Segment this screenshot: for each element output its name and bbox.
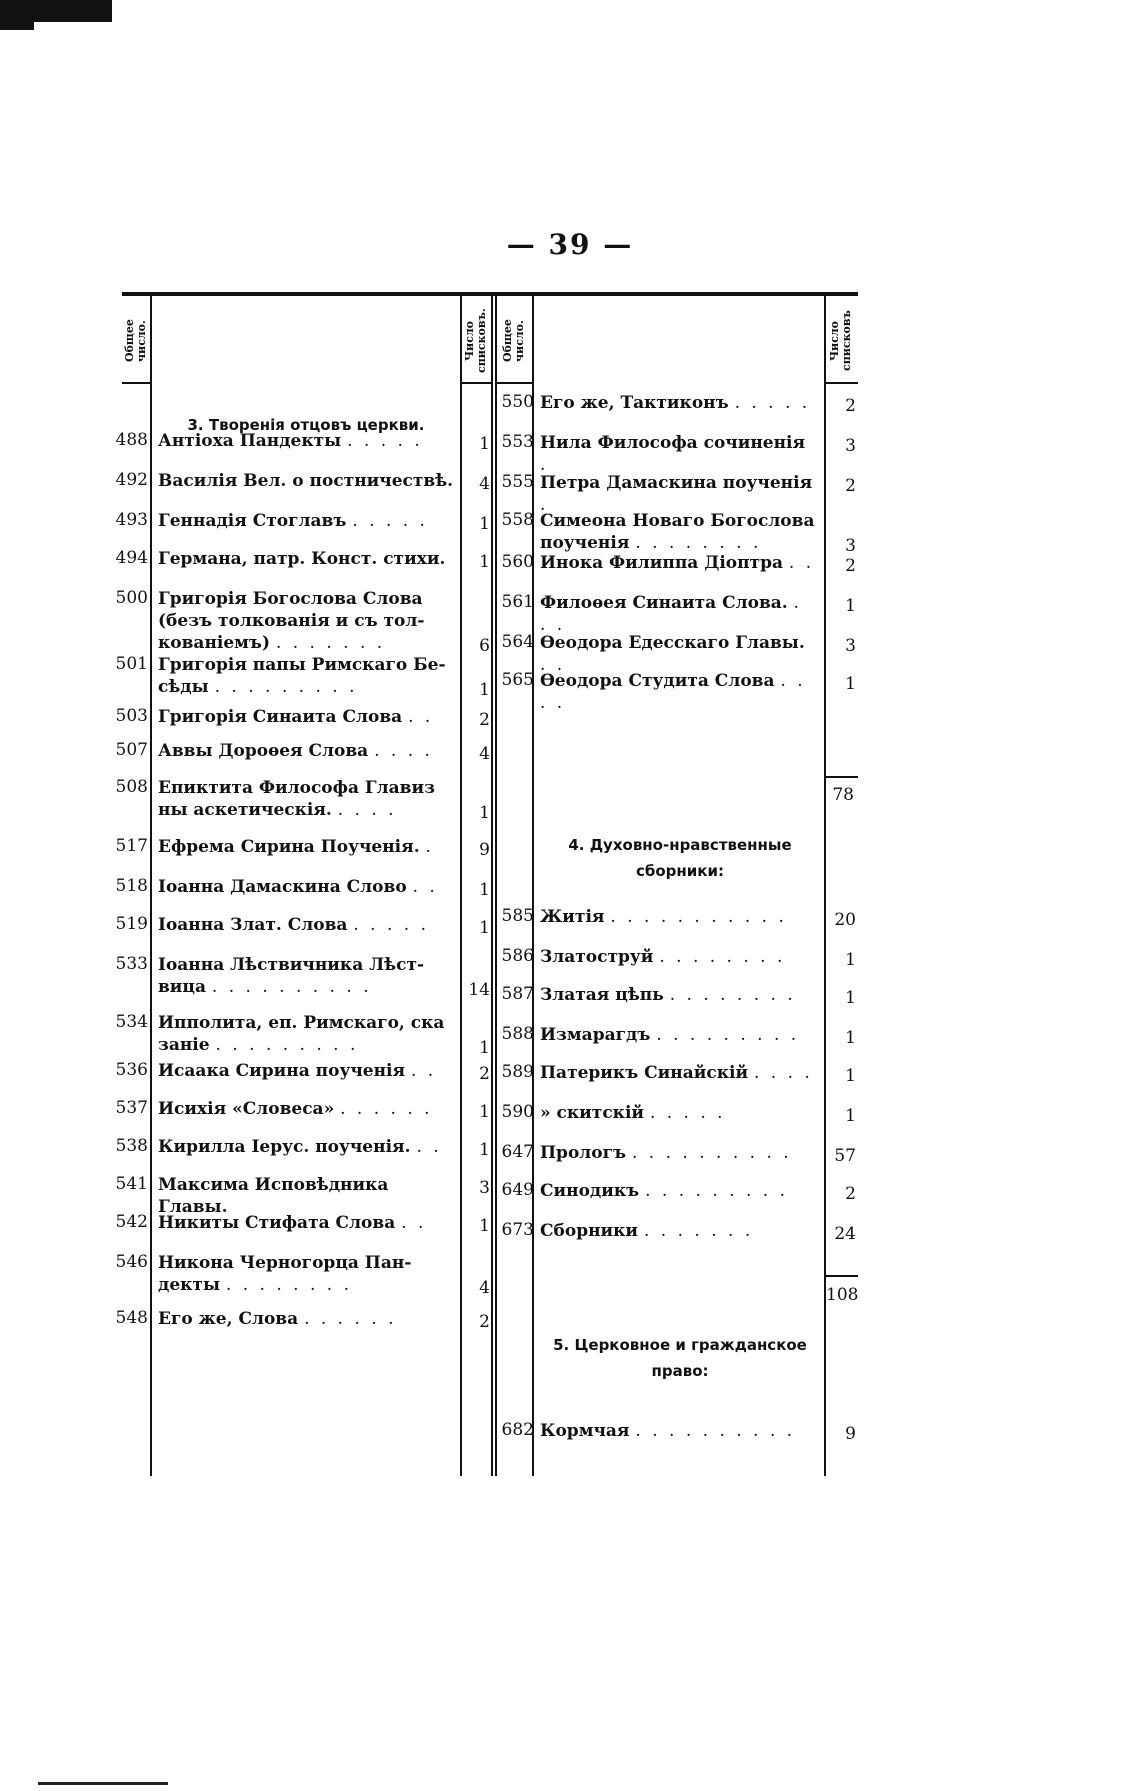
entry-title bbox=[540, 552, 818, 574]
entry-number: 503 bbox=[115, 706, 148, 726]
leader-dots: . . bbox=[408, 707, 434, 727]
entry-number: 537 bbox=[115, 1098, 148, 1118]
entry-title bbox=[158, 1060, 454, 1082]
leader-dots: . . . . . bbox=[353, 915, 430, 935]
entry-number: 494 bbox=[115, 548, 148, 568]
leader-dots: . . . . . . . . . . bbox=[211, 977, 372, 997]
entry-title-text: Никона Черногорца Пан-декты bbox=[158, 1253, 412, 1295]
entry-title bbox=[158, 954, 454, 998]
entry-count: 1 bbox=[845, 1028, 856, 1048]
entry-title-text: Прологъ bbox=[540, 1143, 627, 1163]
leader-dots: . . . . . bbox=[347, 431, 423, 451]
entry-number: 541 bbox=[115, 1174, 148, 1194]
entry-number: 586 bbox=[501, 946, 534, 966]
entry-title-text: Исихія «Словеса» bbox=[158, 1099, 335, 1119]
entry-title-text: Василія Вел. о постничествѣ. bbox=[158, 471, 454, 491]
entry-count: 2 bbox=[845, 396, 856, 416]
entry-title-text: Исаака Сирина поученія bbox=[158, 1061, 406, 1081]
total-section-3: 78 bbox=[832, 785, 854, 805]
entry-title-text: Ипполита, еп. Римскаго, ска заніе bbox=[158, 1013, 445, 1055]
entry-title bbox=[540, 1142, 818, 1164]
entry-title bbox=[158, 588, 454, 654]
entry-title-text: Григорія папы Римскаго Бе-сѣды bbox=[158, 655, 446, 697]
leader-dots: . . . . . . . . . . bbox=[635, 1421, 796, 1441]
entry-number: 538 bbox=[115, 1136, 148, 1156]
entry-count: 1 bbox=[845, 674, 856, 694]
entry-number: 585 bbox=[501, 906, 534, 926]
leader-dots: . . bbox=[410, 1061, 437, 1081]
entry-title-text: Епиктита Философа Главиз ны аскетическія. bbox=[158, 778, 435, 820]
header-total-left: Общее число. bbox=[123, 319, 148, 363]
entry-title bbox=[158, 836, 454, 858]
leader-dots: . . . . . . . . . bbox=[215, 1035, 359, 1055]
entry-title-text: Іоанна Лѣствичника Лѣст-вица bbox=[158, 955, 425, 997]
entry-count: 1 bbox=[845, 1066, 856, 1086]
leader-dots: . . . . bbox=[753, 1063, 813, 1083]
entry-number: 517 bbox=[115, 836, 148, 856]
leader-dots: . . . . . . bbox=[304, 1309, 397, 1329]
entry-count: 4 bbox=[479, 474, 490, 494]
table-top-rule bbox=[122, 292, 858, 296]
entry-count: 1 bbox=[479, 514, 490, 534]
entry-number: 548 bbox=[115, 1308, 148, 1328]
entry-title-text: Филоѳея Синаита Слова. bbox=[540, 593, 788, 613]
entry-number: 507 bbox=[115, 740, 148, 760]
entry-title-text: Сборники bbox=[540, 1221, 639, 1241]
leader-dots: . . . . bbox=[337, 800, 397, 820]
entry-count: 4 bbox=[479, 744, 490, 764]
entry-count: 24 bbox=[834, 1224, 856, 1244]
entry-number: 534 bbox=[115, 1012, 148, 1032]
entry-count: 1 bbox=[845, 988, 856, 1008]
leader-dots: . bbox=[540, 455, 549, 475]
entry-title-text: Кормчая bbox=[540, 1421, 630, 1441]
entry-count: 9 bbox=[845, 1424, 856, 1444]
entry-title bbox=[158, 470, 454, 492]
header-total-right: Общее число. bbox=[501, 319, 526, 363]
leader-dots: . . bbox=[540, 655, 566, 675]
leader-dots: . . . . . . . . bbox=[225, 1275, 352, 1295]
leader-dots: . . . . . . . bbox=[275, 633, 386, 653]
leader-dots: . bbox=[540, 495, 549, 515]
leader-dots: . . bbox=[788, 553, 815, 573]
rule-right-num-a bbox=[495, 296, 497, 1476]
entry-number: 561 bbox=[501, 592, 534, 612]
entry-number: 587 bbox=[501, 984, 534, 1004]
entry-title-text: Іоанна Дамаскина Слово bbox=[158, 877, 407, 897]
entry-count: 14 bbox=[468, 980, 490, 1000]
entry-title bbox=[540, 592, 818, 636]
entry-count: 1 bbox=[845, 950, 856, 970]
entry-count: 1 bbox=[479, 434, 490, 454]
entry-number: 518 bbox=[115, 876, 148, 896]
entry-count: 1 bbox=[479, 1038, 490, 1058]
leader-dots: . . . . . . . . . bbox=[656, 1025, 800, 1045]
header-underline bbox=[122, 382, 150, 384]
header-count-left: Число списковъ. bbox=[463, 308, 488, 374]
entry-title-text: Аввы Дороѳея Слова bbox=[158, 741, 369, 761]
entry-count: 3 bbox=[845, 436, 856, 456]
leader-dots: . . . bbox=[540, 593, 803, 635]
entry-title bbox=[540, 392, 818, 414]
entry-title bbox=[540, 1420, 818, 1442]
entry-title bbox=[540, 984, 818, 1006]
entry-count: 57 bbox=[834, 1146, 856, 1166]
entry-title bbox=[540, 432, 818, 476]
entry-count: 3 bbox=[845, 536, 856, 556]
entry-title bbox=[540, 1220, 818, 1242]
entry-title-text: Патерикъ Синайскій bbox=[540, 1063, 749, 1083]
entry-number: 508 bbox=[115, 777, 148, 797]
leader-dots: . . bbox=[416, 1137, 442, 1157]
entry-title-text: Ефрема Сирина Поученія. bbox=[158, 837, 420, 857]
rule-left-num bbox=[150, 296, 152, 1476]
leader-dots: . . . . . . . . bbox=[659, 947, 786, 967]
entry-title bbox=[540, 1062, 818, 1084]
entry-count: 3 bbox=[479, 1178, 490, 1198]
entry-number: 553 bbox=[501, 432, 534, 452]
entry-count: 1 bbox=[479, 880, 490, 900]
entry-number: 493 bbox=[115, 510, 148, 530]
entry-title-text: Кирилла Іерус. поученія. bbox=[158, 1137, 411, 1157]
section-4-heading: 4. Духовно-нравственные сборники: bbox=[568, 836, 792, 880]
entry-number: 682 bbox=[501, 1420, 534, 1440]
entry-title-text: Германа, патр. Конст. стихи. bbox=[158, 549, 446, 569]
entry-title-text: Житія bbox=[540, 907, 605, 927]
entry-count: 2 bbox=[479, 710, 490, 730]
entry-title bbox=[540, 1180, 818, 1202]
entry-title bbox=[540, 946, 818, 968]
entry-count: 1 bbox=[845, 1106, 856, 1126]
entry-title bbox=[158, 1212, 454, 1234]
entry-number: 546 bbox=[115, 1252, 148, 1272]
entry-title-text: Григорія Богослова Слова (безъ толкованія и съ тол-кованіемъ) bbox=[158, 589, 425, 653]
entry-title bbox=[158, 1012, 454, 1056]
entry-title bbox=[540, 906, 818, 928]
corner-ink-mark-2 bbox=[0, 0, 34, 30]
leader-dots: . . . . . . . . . bbox=[214, 677, 358, 697]
total-rule-b bbox=[824, 1275, 858, 1277]
entry-title-text: Инока Филиппа Діоптра bbox=[540, 553, 783, 573]
entry-number: 492 bbox=[115, 470, 148, 490]
entry-number: 558 bbox=[501, 510, 534, 530]
leader-dots: . . . . bbox=[540, 671, 806, 713]
entry-count: 2 bbox=[479, 1064, 490, 1084]
entry-title bbox=[540, 510, 818, 554]
leader-dots: . . . . . . . . bbox=[635, 533, 762, 553]
entry-number: 590 bbox=[501, 1102, 534, 1122]
section-5-heading: 5. Церковное и гражданское право: bbox=[553, 1336, 807, 1380]
entry-count: 1 bbox=[479, 803, 490, 823]
header-count-right: Число списковъ bbox=[828, 310, 853, 372]
entry-title bbox=[158, 1308, 454, 1330]
entry-title-text: Синодикъ bbox=[540, 1181, 640, 1201]
entry-number: 533 bbox=[115, 954, 148, 974]
entry-number: 647 bbox=[501, 1142, 534, 1162]
entry-title bbox=[158, 548, 454, 570]
entry-count: 1 bbox=[479, 680, 490, 700]
leader-dots: . . . . . bbox=[734, 393, 811, 413]
leader-dots: . bbox=[425, 837, 434, 857]
entry-title bbox=[540, 1102, 818, 1124]
entry-title bbox=[540, 1024, 818, 1046]
entry-count: 2 bbox=[845, 1184, 856, 1204]
leader-dots: . . . . . bbox=[352, 511, 428, 531]
entry-count: 4 bbox=[479, 1278, 490, 1298]
entry-number: 565 bbox=[501, 670, 534, 690]
entry-number: 519 bbox=[115, 914, 148, 934]
entry-title-text: Ѳеодора Едесскаго Главы. bbox=[540, 633, 805, 653]
entry-title-text: Златоструй bbox=[540, 947, 654, 967]
entry-count: 2 bbox=[479, 1312, 490, 1332]
bottom-ink-mark bbox=[38, 1772, 168, 1785]
entry-title-text: Никиты Стифата Слова bbox=[158, 1213, 396, 1233]
entry-title-text: Его же, Тактиконъ bbox=[540, 393, 729, 413]
rule-left-count-b bbox=[491, 296, 493, 1476]
entry-title bbox=[158, 1098, 454, 1120]
entry-title-text: Златая цѣпь bbox=[540, 985, 664, 1005]
entry-title bbox=[158, 430, 454, 452]
entry-title bbox=[158, 1252, 454, 1296]
entry-count: 2 bbox=[845, 556, 856, 576]
entry-title-text: Измарагдъ bbox=[540, 1025, 651, 1045]
leader-dots: . . . . . . . . . . . bbox=[610, 907, 787, 927]
entry-count: 3 bbox=[845, 636, 856, 656]
entry-count: 20 bbox=[834, 910, 856, 930]
entry-number: 500 bbox=[115, 588, 148, 608]
entry-title bbox=[158, 876, 454, 898]
entry-title-text: Іоанна Злат. Слова bbox=[158, 915, 348, 935]
page-number: — 39 — bbox=[506, 228, 634, 261]
entry-number: 501 bbox=[115, 654, 148, 674]
entry-title-text: » скитскій bbox=[540, 1103, 645, 1123]
entry-count: 1 bbox=[845, 596, 856, 616]
header-underline bbox=[460, 382, 493, 384]
entry-title-text: Симеона Новаго Богослова поученія bbox=[540, 511, 815, 553]
entry-title-text: Антіоха Пандекты bbox=[158, 431, 342, 451]
entry-number: 560 bbox=[501, 552, 534, 572]
entry-title bbox=[158, 777, 454, 821]
header-underline bbox=[824, 382, 858, 384]
entry-title bbox=[540, 670, 818, 714]
section-3-heading: 3. Творенія отцовъ церкви. bbox=[187, 416, 425, 434]
leader-dots: . . . . . bbox=[649, 1103, 726, 1123]
entry-number: 550 bbox=[501, 392, 534, 412]
entry-number: 536 bbox=[115, 1060, 148, 1080]
entry-title bbox=[158, 914, 454, 936]
entry-number: 488 bbox=[115, 430, 148, 450]
entry-title-text: Нила Философа сочиненія bbox=[540, 433, 806, 453]
entry-title-text: Ѳеодора Студита Слова bbox=[540, 671, 775, 691]
entry-number: 588 bbox=[501, 1024, 534, 1044]
entry-title bbox=[158, 510, 454, 532]
entry-title-text: Петра Дамаскина поученія bbox=[540, 473, 813, 493]
leader-dots: . . bbox=[401, 1213, 427, 1233]
header-underline bbox=[495, 382, 532, 384]
leader-dots: . . . . . . . . . bbox=[645, 1181, 788, 1201]
leader-dots: . . bbox=[412, 877, 438, 897]
entry-title bbox=[158, 706, 454, 728]
entry-count: 1 bbox=[479, 1102, 490, 1122]
leader-dots: . . . . . . bbox=[340, 1099, 433, 1119]
entry-number: 555 bbox=[501, 472, 534, 492]
entry-count: 1 bbox=[479, 1216, 490, 1236]
entry-title-text: Григорія Синаита Слова bbox=[158, 707, 403, 727]
entry-count: 1 bbox=[479, 1140, 490, 1160]
entry-count: 9 bbox=[479, 840, 490, 860]
entry-title-text: Его же, Слова bbox=[158, 1309, 299, 1329]
entry-number: 649 bbox=[501, 1180, 534, 1200]
leader-dots: . . . . . . . bbox=[643, 1221, 754, 1241]
entry-title-text: Максима Исповѣдника Главы. bbox=[158, 1175, 389, 1217]
entry-number: 542 bbox=[115, 1212, 148, 1232]
entry-count: 2 bbox=[845, 476, 856, 496]
entry-title bbox=[158, 1136, 454, 1158]
leader-dots: . . . . . . . . . . bbox=[631, 1143, 792, 1163]
entry-count: 1 bbox=[479, 552, 490, 572]
leader-dots: . . . . . . . . bbox=[669, 985, 796, 1005]
total-rule-a bbox=[824, 776, 858, 778]
entry-count: 1 bbox=[479, 918, 490, 938]
entry-number: 673 bbox=[501, 1220, 534, 1240]
leader-dots: . . . . bbox=[374, 741, 433, 761]
entry-title bbox=[158, 740, 454, 762]
entry-title-text: Геннадія Стоглавъ bbox=[158, 511, 347, 531]
entry-count: 6 bbox=[479, 636, 490, 656]
entry-number: 589 bbox=[501, 1062, 534, 1082]
entry-number: 564 bbox=[501, 632, 534, 652]
entry-title bbox=[158, 654, 454, 698]
total-section-4: 108 bbox=[826, 1285, 859, 1305]
